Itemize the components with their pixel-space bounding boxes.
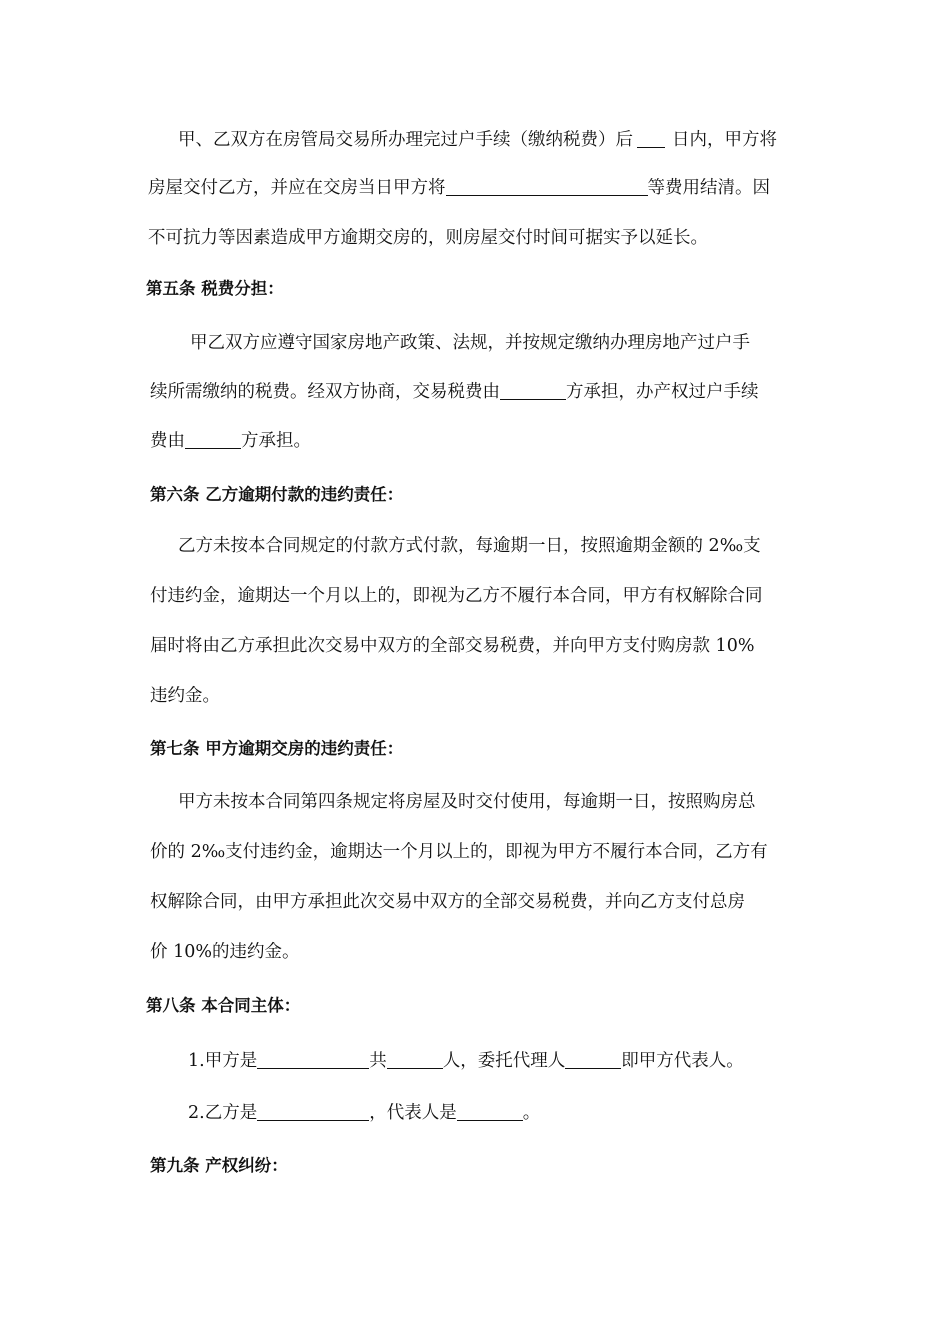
sec5-text: 续所需缴纳的税费。经双方协商，交易税费由 [150, 382, 500, 402]
sec7-text: 权解除合同，由甲方承担此次交易中双方的全部交易税费，并向乙方支付总房 [150, 892, 745, 912]
representative-blank [457, 1102, 523, 1121]
transfer-fee-party-blank [185, 430, 241, 449]
sec6-line-4 [150, 684, 220, 708]
sec4-text: 等费用结清。因 [647, 178, 770, 198]
sec6-line-2 [150, 584, 763, 608]
sec5-text: 方承担，办产权过户手续 [566, 382, 759, 402]
sec8-text: 共 [369, 1051, 387, 1071]
sec6-text: 届时将由乙方承担此次交易中双方的全部交易税费，并向甲方支付购房款 10% [150, 636, 755, 656]
sec5-line-1 [190, 331, 750, 355]
section-title-6: 第六条 乙方逾期付款的违约责任： [150, 485, 404, 504]
sec4-text: 房屋交付乙方，并应在交房当日甲方将 [148, 178, 446, 198]
party-a-name-blank [257, 1050, 369, 1069]
sec5-line-3 [150, 429, 311, 453]
sec5-text: 甲乙双方应遵守国家房地产政策、法规，并按规定缴纳办理房地产过户手 [190, 333, 750, 353]
sec7-text: 甲方未按本合同第四条规定将房屋及时交付使用，每逾期一日，按照购房总 [178, 792, 756, 812]
party-a-count-blank [387, 1050, 443, 1069]
sec8-text: 。 [522, 1103, 541, 1123]
sec6-text: 付违约金，逾期达一个月以上的，即视为乙方不履行本合同，甲方有权解除合同 [150, 586, 763, 606]
sec8-item-2 [188, 1101, 540, 1125]
sec7-line-3 [150, 890, 745, 914]
sec4-text: 不可抗力等因素造成甲方逾期交房的，则房屋交付时间可据实予以延长。 [148, 228, 708, 248]
sec7-line-4 [150, 940, 299, 964]
sec8-text: 1.甲方是 [188, 1051, 258, 1071]
sec4-text: 日内，甲方将 [672, 130, 777, 150]
sec5-text: 方承担。 [241, 431, 311, 451]
sec7-text: 价的 2‰支付违约金，逾期达一个月以上的，即视为甲方不履行本合同，乙方有 [150, 842, 768, 862]
tax-party-blank [500, 381, 566, 400]
sec6-text: 乙方未按本合同规定的付款方式付款，每逾期一日，按照逾期金额的 2‰支 [178, 536, 761, 556]
sec7-line-2 [150, 840, 768, 864]
days-blank [637, 129, 665, 148]
sec4-line-2 [148, 176, 770, 200]
sec8-item-1 [188, 1049, 744, 1073]
agent-name-blank [565, 1050, 621, 1069]
sec7-line-1 [178, 790, 756, 814]
sec8-text: ，代表人是 [369, 1103, 457, 1123]
sec4-text: 甲、乙双方在房管局交易所办理完过户手续（缴纳税费）后 [178, 130, 633, 150]
sec6-line-3 [150, 634, 754, 658]
sec6-text: 违约金。 [150, 686, 220, 706]
section-title-7: 第七条 甲方逾期交房的违约责任： [150, 739, 404, 758]
sec4-line-3 [148, 226, 708, 250]
section-title-5: 第五条 税费分担： [146, 279, 284, 298]
sec5-line-2 [150, 380, 759, 404]
section-title-8: 第八条 本合同主体： [146, 996, 301, 1015]
section-title-9: 第九条 产权纠纷： [150, 1156, 288, 1175]
sec5-text: 费由 [150, 431, 185, 451]
party-b-name-blank [257, 1102, 369, 1121]
sec8-text: 2.乙方是 [188, 1103, 258, 1123]
sec8-text: 即甲方代表人。 [621, 1051, 744, 1071]
sec8-text: 人，委托代理人 [442, 1051, 566, 1071]
sec7-text: 价 10%的违约金。 [150, 942, 300, 962]
sec6-line-1 [178, 534, 761, 558]
sec4-line-1 [178, 128, 777, 152]
fees-blank [446, 177, 648, 196]
